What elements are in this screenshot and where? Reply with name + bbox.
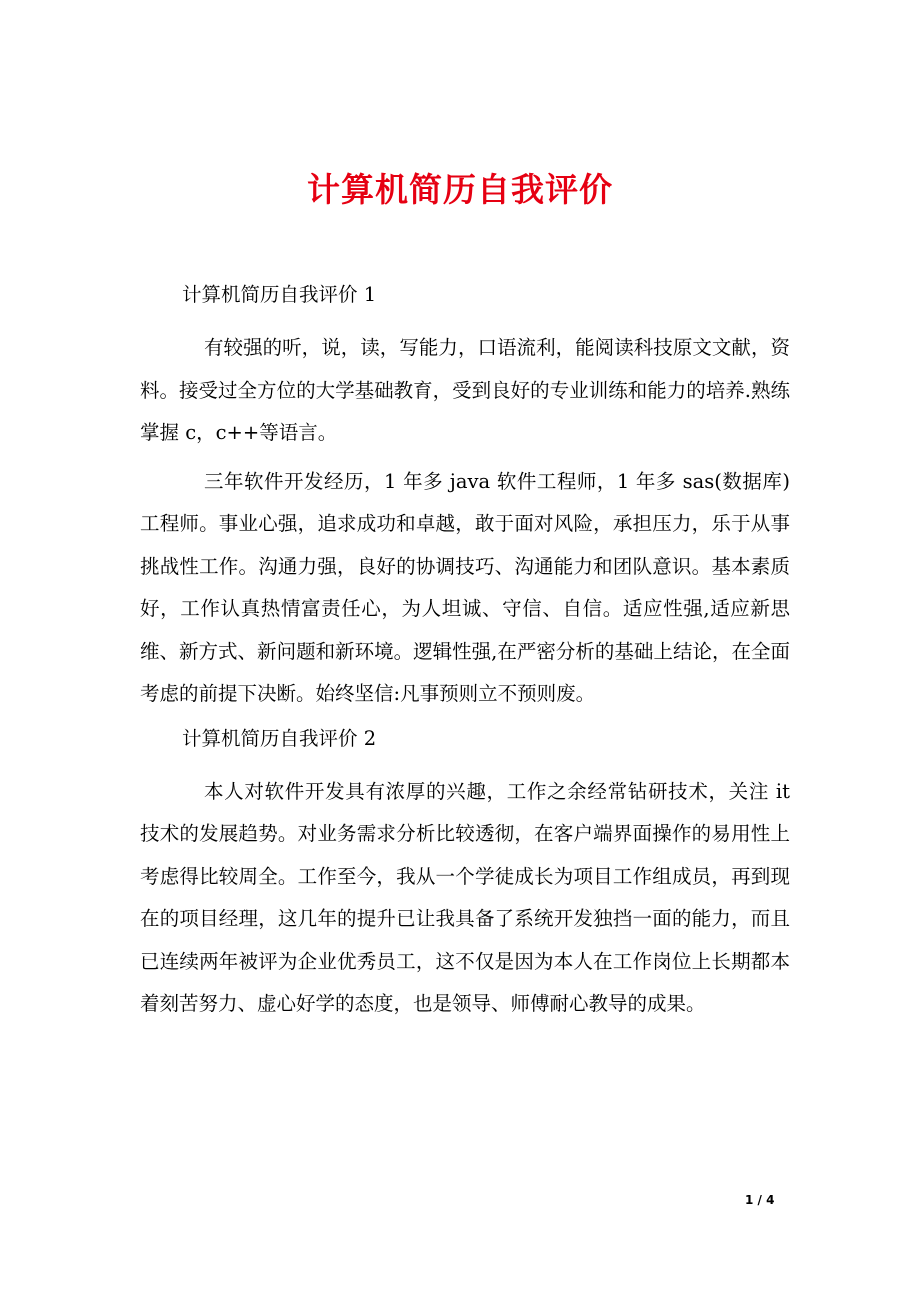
section-heading-1: 计算机简历自我评价 1 — [182, 283, 377, 306]
document-title: 计算机简历自我评价 — [307, 170, 613, 210]
section-1-paragraph-1: 有较强的听，说，读，写能力，口语流利，能阅读科技原文文献，资料。接受过全方位的大学基础教育，受到良好的专业训练和能力的培养.熟练掌握 c，c++等语言。 — [140, 336, 790, 444]
section-heading-2: 计算机简历自我评价 2 — [182, 726, 377, 750]
section-1-paragraph-2: 三年软件开发经历，1 年多 java 软件工程师，1 年多 sas(数据库)工程师。事业心强，追求成功和卓越，敢于面对风险，承担压力，乐于从事挑战性工作。沟通力强，良好的协调技巧、沟通能力和团队意识。基本素质好，工作认真热情富责任心，为人坦诚、守信、自信。适应性强,适应新思维、新方式、新问题和新环境。逻辑性强,在严密分析的基础上结论，在全面考虑的前提下决断。始终坚信:凡事预则立不预则废。 — [140, 469, 790, 705]
document-body — [140, 278, 790, 1032]
page-number: 1 / 4 — [745, 1193, 775, 1207]
section-2-paragraph-1: 本人对软件开发具有浓厚的兴趣，工作之余经常钻研技术，关注 it 技术的发展趋势。对业务需求分析比较透彻，在客户端界面操作的易用性上考虑得比较周全。工作至今，我从一个学徒成长为项目工作组成员，再到现在的项目经理，这几年的提升已让我具备了系统开发独挡一面的能力，而且已连续两年被评为企业优秀员工，这不仅是因为本人在工作岗位上长期都本着刻苦努力、虚心好学的态度，也是领导、师傅耐心教导的成果。 — [140, 779, 790, 1015]
